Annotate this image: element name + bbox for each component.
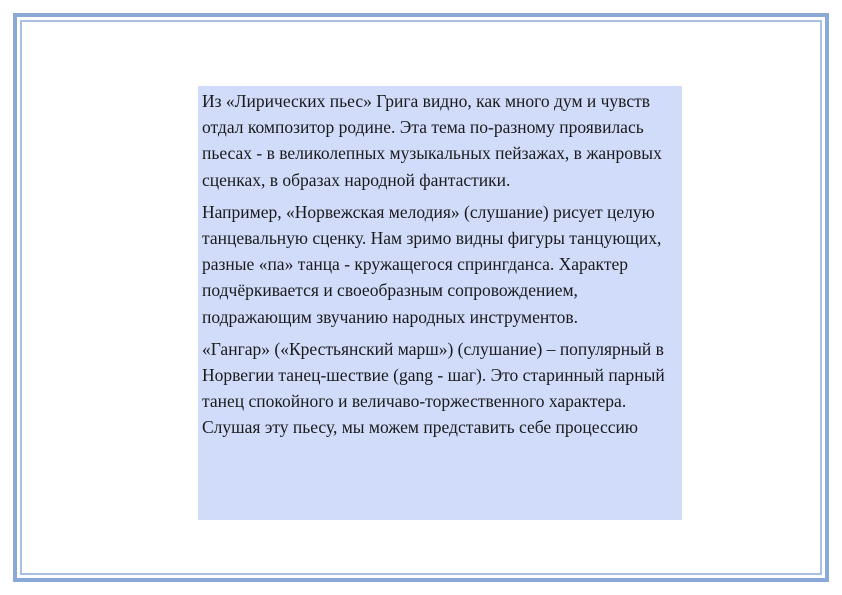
paragraph-lyric-pieces: Из «Лирических пьес» Грига видно, как много дум и чувств отдал композитор родине. Эта тема по-разному проявилась пьесах - в великолепных музыкальных пейзажах, в жанровых сценках, в образах народной фантастики. [202, 91, 662, 190]
paragraph-norwegian-melody: Например, «Норвежская мелодия» (слушание) рисует целую танцевальную сценку. Нам зримо видны фигуры танцующих, разные «па» танца - кружащегося спрингданса. Характер подчёркивается и своеобразным сопровождением, подражающим звучанию народных инструментов. [202, 201, 662, 327]
text-box [198, 86, 682, 520]
paragraph-gangar: «Гангар» («Крестьянский марш») (слушание) – популярный в Норвегии танец-шествие (gang - шаг). Это старинный парный танец спокойного и величаво-торжественного характера. Слушая эту пьесу, мы можем представить себе процессию [202, 338, 665, 438]
